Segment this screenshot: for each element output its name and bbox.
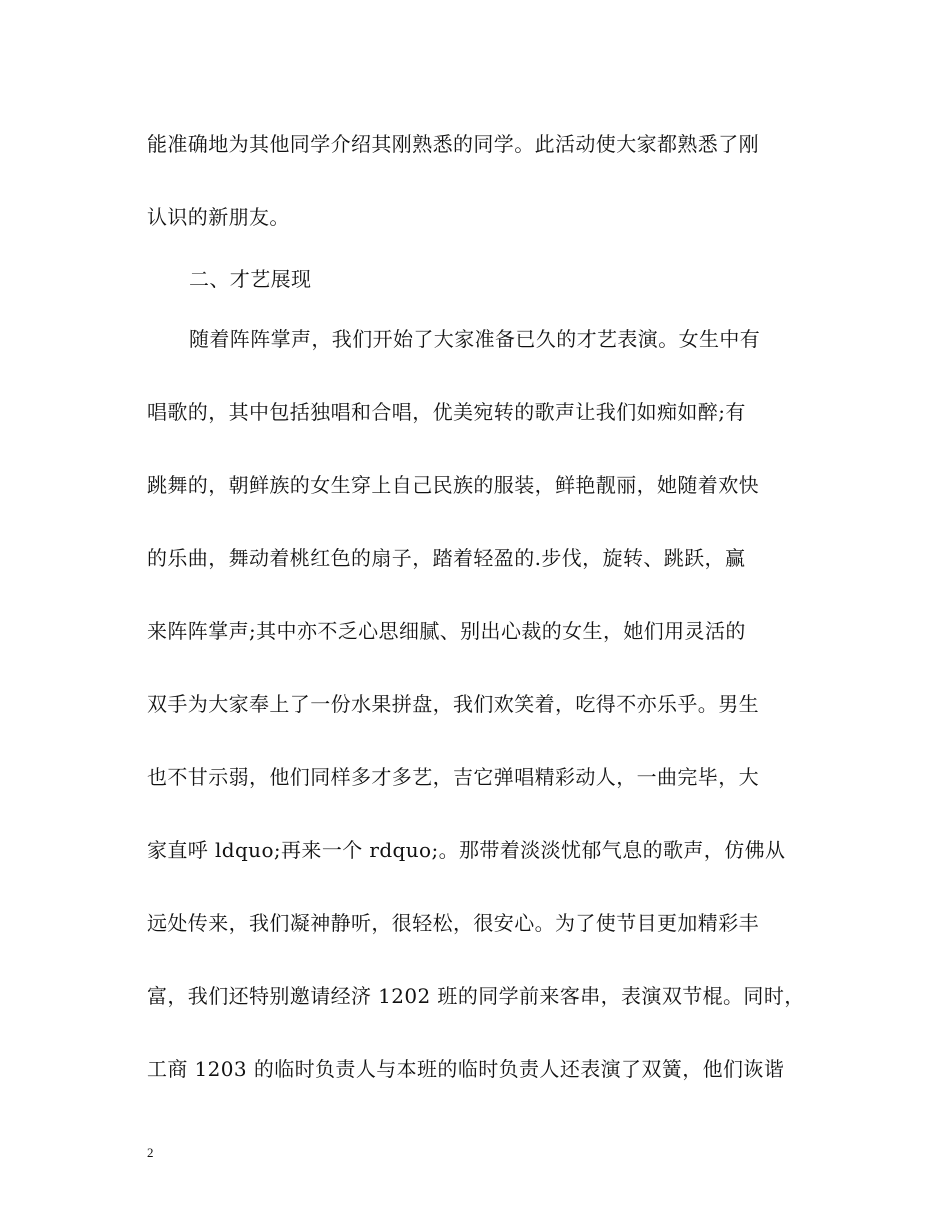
paragraph-line: 随着阵阵掌声，我们开始了大家准备已久的才艺表演。女生中有: [189, 327, 761, 351]
paragraph-line: 来阵阵掌声;其中亦不乏心思细腻、别出心裁的女生，她们用灵活的: [147, 619, 746, 643]
paragraph-line: 能准确地为其他同学介绍其刚熟悉的同学。此活动使大家都熟悉了刚: [147, 132, 759, 156]
paragraph-line: 富，我们还特别邀请经济 1202 班的同学前来客串，表演双节棍。同时，: [147, 984, 805, 1008]
paragraph-line: 唱歌的，其中包括独唱和合唱，优美宛转的歌声让我们如痴如醉;有: [147, 400, 746, 424]
paragraph-line: 的乐曲，舞动着桃红色的扇子，踏着轻盈的.步伐，旋转、跳跃，赢: [147, 546, 746, 570]
paragraph-line: 双手为大家奉上了一份水果拼盘，我们欢笑着，吃得不亦乐乎。男生: [147, 692, 759, 716]
section-heading: 二、才艺展现: [189, 267, 312, 291]
page-number: 2: [147, 1145, 154, 1160]
paragraph-line: 家直呼 ldquo;再来一个 rdquo;。那带着淡淡忧郁气息的歌声，仿佛从: [147, 838, 786, 862]
paragraph-line: 工商 1203 的临时负责人与本班的临时负责人还表演了双簧，他们诙谐: [147, 1057, 785, 1081]
paragraph-line: 远处传来，我们凝神静听，很轻松，很安心。为了使节目更加精彩丰: [147, 911, 759, 935]
paragraph-line: 认识的新朋友。: [147, 205, 290, 229]
paragraph-line: 也不甘示弱，他们同样多才多艺，吉它弹唱精彩动人，一曲完毕，大: [147, 765, 759, 789]
paragraph-line: 跳舞的，朝鲜族的女生穿上自己民族的服装，鲜艳靓丽，她随着欢快: [147, 473, 759, 497]
